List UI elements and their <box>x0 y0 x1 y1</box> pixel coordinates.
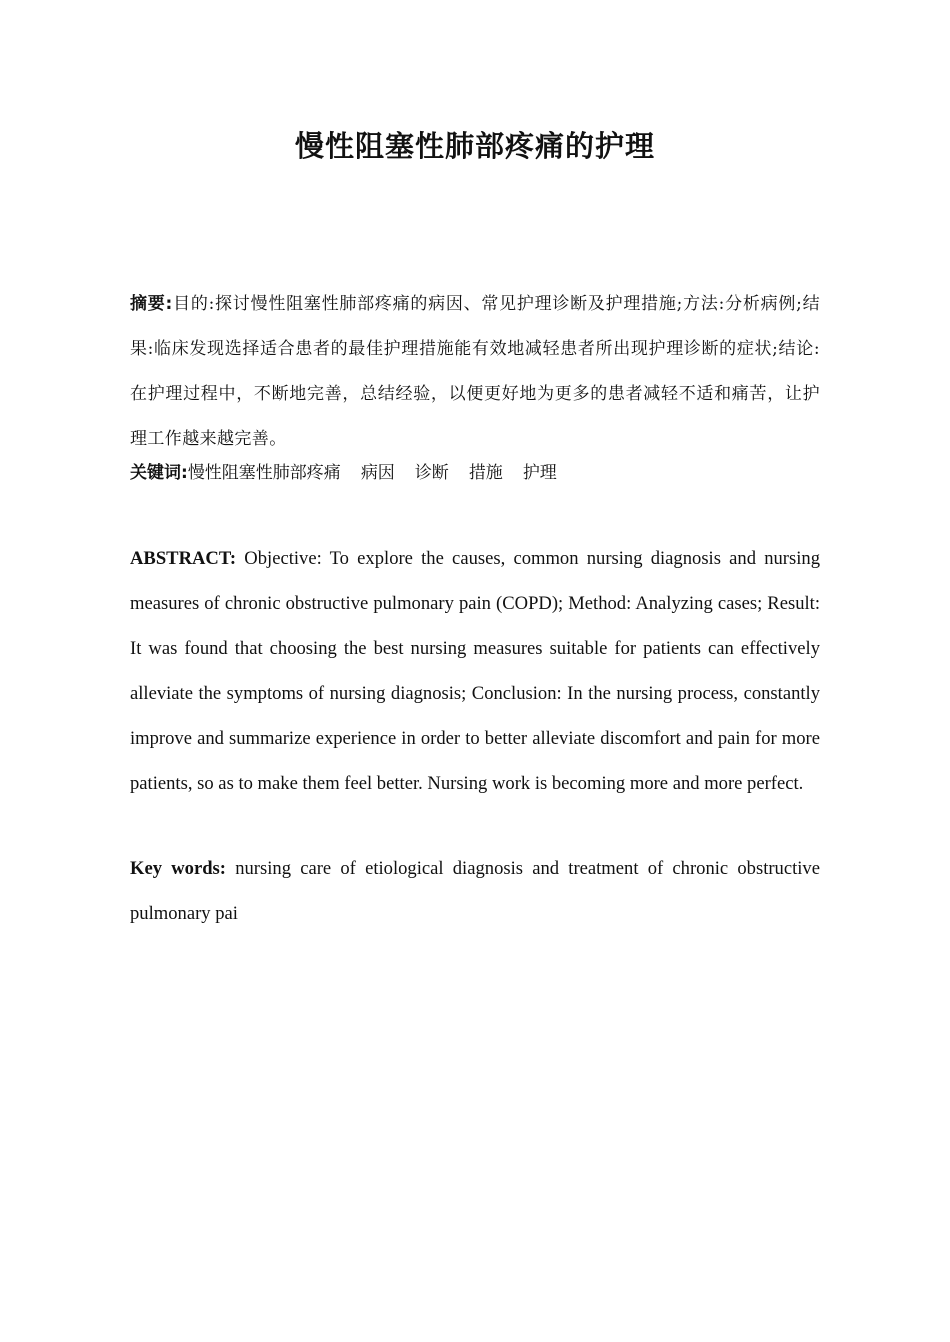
chinese-keywords <box>130 456 820 490</box>
english-abstract <box>130 536 820 806</box>
chinese-abstract <box>130 282 820 462</box>
chinese-keywords-label: 关键词: <box>130 463 188 483</box>
english-keywords-text: nursing care of etiological diagnosis and treatment of chronic obstructive pulmonary pai <box>130 858 820 924</box>
keyword-item: 护理 <box>522 463 557 483</box>
chinese-abstract-label: 摘要: <box>130 294 173 314</box>
chinese-abstract-text: 目的:探讨慢性阻塞性肺部疼痛的病因、常见护理诊断及护理措施;方法:分析病例;结果:临床发现选择适合患者的最佳护理措施能有效地减轻患者所出现护理诊断的症状;结论:在护理过程中，不断地完善，总结经验，以便更好地为更多的患者减轻不适和痛苦，让护理工作越来越完善。 <box>130 294 821 449</box>
english-keywords <box>130 846 820 936</box>
english-keywords-label: Key words: <box>130 858 226 879</box>
keyword-item: 病因 <box>360 463 395 483</box>
keyword-item: 慢性阻塞性肺部疼痛 <box>187 463 341 483</box>
keyword-item: 诊断 <box>414 463 449 483</box>
keyword-item: 措施 <box>468 463 503 483</box>
page-title: 慢性阻塞性肺部疼痛的护理 <box>294 129 655 163</box>
english-abstract-text: Objective: To explore the causes, common nursing diagnosis and nursing measures of chronic obstructive pulmonary pain (COPD); Method: Analyzing cases; Result: It was found that choosing the best nursing measures suitable for patients can effectively alleviate the symptoms of nursing diagnosis; Conclusion: In the nursing process, constantly improve and summarize experience in order to better alleviate discomfort and pain for more patients, so as to make them feel better. Nursing work is becoming more and more perfect. <box>130 548 820 794</box>
english-abstract-label: ABSTRACT: <box>130 548 237 569</box>
